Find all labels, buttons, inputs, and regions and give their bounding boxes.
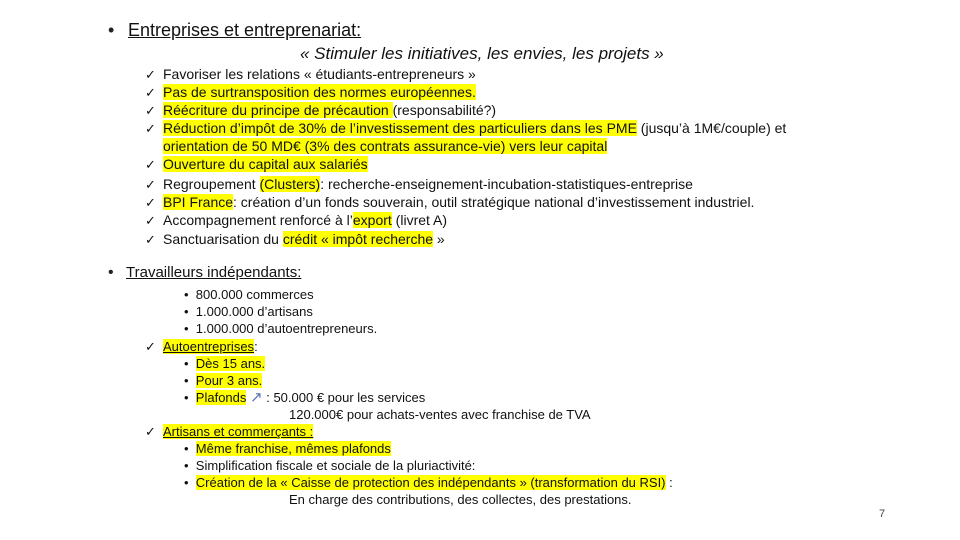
item-text: Réduction d’impôt de 30% de l’investissement des particuliers dans les PME <box>163 120 637 136</box>
list-item <box>184 474 673 491</box>
item-text: (jusqu’à 1M€/couple) et <box>636 120 787 136</box>
item-text: BPI France <box>163 194 234 210</box>
item-text: Ouverture du capital aux salariés <box>163 156 368 172</box>
list-item <box>184 303 313 320</box>
bullet-dot: • <box>184 321 189 336</box>
check-icon: ✓ <box>145 339 156 354</box>
list-item-continuation <box>163 137 607 155</box>
list-item <box>145 423 313 440</box>
arrow-up-icon: ↗ <box>250 389 263 406</box>
list-item <box>145 101 496 120</box>
list-item <box>184 440 391 457</box>
list-item <box>184 457 475 474</box>
item-text: (Clusters) <box>259 176 321 192</box>
check-icon: ✓ <box>145 103 156 118</box>
item-text: Pour 3 ans. <box>195 373 263 388</box>
section1-subtitle: « Stimuler les initiatives, les envies, les projets » <box>300 44 664 63</box>
check-icon: ✓ <box>145 85 156 100</box>
bullet-dot: • <box>184 475 189 490</box>
item-text: 120.000€ pour achats-ventes avec franchise de TVA <box>289 407 591 422</box>
list-item <box>145 175 693 194</box>
section2-bullet: • <box>108 264 114 281</box>
list-item <box>184 320 377 337</box>
bullet-dot: • <box>184 373 189 388</box>
list-item <box>145 155 368 174</box>
check-icon: ✓ <box>145 424 156 439</box>
check-icon: ✓ <box>145 195 156 210</box>
item-text: Sanctuarisation du <box>163 231 283 247</box>
check-icon: ✓ <box>145 177 156 192</box>
item-text: (responsabilité?) <box>392 102 497 118</box>
item-text: orientation de 50 MD€ (3% des contrats assurance-vie) vers leur capital <box>163 138 608 154</box>
bullet-dot: • <box>184 441 189 456</box>
check-icon: ✓ <box>145 213 156 228</box>
section2-title: Travailleurs indépendants: <box>126 264 302 281</box>
list-item <box>145 65 476 84</box>
item-text: Dès 15 ans. <box>195 356 266 371</box>
item-text: Pas de surtransposition des normes européennes. <box>163 84 476 100</box>
section1-bullet: • <box>108 20 115 40</box>
list-item <box>145 193 754 212</box>
item-text: Création de la « Caisse de protection des indépendants » (transformation du RSI) <box>195 475 666 490</box>
list-item <box>145 83 476 102</box>
list-item <box>184 372 262 389</box>
list-item <box>145 119 786 138</box>
bullet-dot: • <box>184 458 189 473</box>
list-item-continuation <box>289 406 591 423</box>
item-text: 1.000.000 d’artisans <box>195 304 313 319</box>
item-text: » <box>433 231 445 247</box>
item-text: En charge des contributions, des collectes, des prestations. <box>289 492 632 507</box>
bullet-dot: • <box>184 287 189 302</box>
item-text: 1.000.000 d’autoentrepreneurs. <box>195 321 378 336</box>
item-text: Autoentreprises <box>163 339 255 354</box>
item-text: : 50.000 € pour les services <box>266 390 426 405</box>
item-text: Regroupement <box>163 176 260 192</box>
item-text: : recherche-enseignement-incubation-statistiques-entreprise <box>320 176 693 192</box>
section1-title: Entreprises et entreprenariat: <box>128 20 362 40</box>
check-icon: ✓ <box>145 67 156 82</box>
list-item <box>145 338 258 355</box>
list-item <box>184 389 425 406</box>
item-text: : création d’un fonds souverain, outil stratégique national d’investissement industriel. <box>233 194 755 210</box>
item-text: Réécriture du principe de précaution <box>163 102 393 118</box>
item-text: 800.000 commerces <box>195 287 314 302</box>
item-text: Même franchise, mêmes plafonds <box>195 441 391 456</box>
item-text: Artisans et commerçants : <box>163 424 314 439</box>
item-text: export <box>352 212 392 228</box>
item-text: Plafonds <box>195 390 247 405</box>
page-number: 7 <box>879 508 886 520</box>
list-item <box>184 355 265 372</box>
bullet-dot: • <box>184 304 189 319</box>
item-text: Accompagnement renforcé à l’ <box>163 212 353 228</box>
bullet-dot: • <box>184 390 189 405</box>
list-item <box>145 211 447 230</box>
bullet-dot: • <box>184 356 189 371</box>
check-icon: ✓ <box>145 157 156 172</box>
item-text: : <box>665 475 673 490</box>
check-icon: ✓ <box>145 232 156 247</box>
item-text: Simplification fiscale et sociale de la pluriactivité: <box>195 458 476 473</box>
list-item <box>145 230 445 249</box>
list-item <box>184 286 314 303</box>
item-text: crédit « impôt recherche <box>282 231 434 247</box>
item-text: (livret A) <box>391 212 448 228</box>
item-text: : <box>254 339 258 354</box>
item-text: Favoriser les relations « étudiants-entrepreneurs » <box>163 66 476 82</box>
list-item-continuation <box>289 491 632 508</box>
check-icon: ✓ <box>145 121 156 136</box>
